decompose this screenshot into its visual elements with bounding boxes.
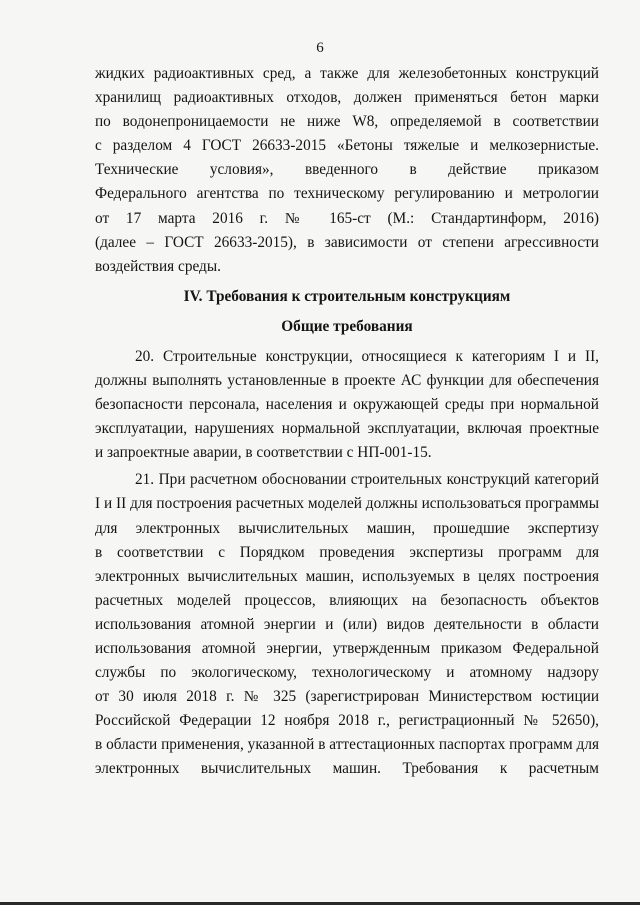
paragraph-21	[95, 468, 599, 781]
text-line: I и II для построения расчетных моделей должны использоваться программы	[95, 495, 599, 513]
text-line: использования атомной энергии, утвержденным приказом Федеральной	[95, 639, 599, 657]
text-line: жидких радиоактивных сред, а также для железобетонных конструкций	[95, 65, 599, 82]
text-line: расчетных моделей процессов, влияющих на безопасность объектов	[95, 591, 599, 609]
text-line: эксплуатации, нарушениях нормальной эксплуатации, включая проектные	[95, 420, 599, 438]
paragraph-20	[95, 345, 599, 465]
text-line: электронных вычислительных машин. Требования к расчетным	[95, 760, 599, 778]
text-line: 21. При расчетном обосновании строительных конструкций категорий	[135, 471, 599, 489]
text-line: в соответствии с Порядком проведения экспертизы программ для	[95, 543, 599, 561]
document-body	[95, 62, 599, 782]
text-line: Российской Федерации 12 ноября 2018 г., регистрационный № 52650),	[95, 712, 599, 730]
section-title: IV. Требования к строительным конструкциям	[183, 287, 511, 305]
text-line: воздействия среды.	[95, 257, 221, 275]
text-line: от 30 июля 2018 г. № 325 (зарегистрирован Министерством юстиции	[95, 688, 599, 706]
text-line: электронных вычислительных машин, используемых в целях построения	[95, 567, 599, 585]
text-line: для электронных вычислительных машин, прошедшие экспертизу	[95, 519, 599, 537]
text-line: и запроектные аварии, в соответствии с НП-001-15.	[95, 444, 432, 462]
text-line: службы по экологическому, технологическому и атомному надзору	[95, 664, 599, 682]
text-line: безопасности персонала, населения и окружающей среды при нормальной	[95, 396, 599, 414]
text-line: хранилищ радиоактивных отходов, должен применяться бетон марки	[95, 89, 599, 107]
text-line: (далее – ГОСТ 26633-2015), в зависимости от степени агрессивности	[95, 233, 599, 251]
text-line: в области применения, указанной в аттестационных паспортах программ для	[95, 736, 599, 754]
text-line: использования атомной энергии и (или) видов деятельности в области	[95, 615, 599, 633]
text-line: с разделом 4 ГОСТ 26633-2015 «Бетоны тяжелые и мелкозернистые.	[95, 137, 599, 155]
text-line: должны выполнять установленные в проекте АС функции для обеспечения	[95, 371, 599, 389]
text-line: по водонепроницаемости не ниже W8, определяемой в соответствии	[95, 113, 599, 131]
text-line: Технические условия», введенного в действие приказом	[95, 161, 599, 179]
page-number: 6	[316, 40, 324, 56]
paragraph-continuation	[95, 62, 599, 279]
subsection-title: Общие требования	[281, 317, 413, 335]
text-line: Федерального агентства по техническому регулированию и метрологии	[95, 185, 599, 203]
text-line: от 17 марта 2016 г. № 165-ст (М.: Стандартинформ, 2016)	[95, 209, 599, 227]
text-line: 20. Строительные конструкции, относящиеся к категориям I и II,	[135, 347, 599, 365]
